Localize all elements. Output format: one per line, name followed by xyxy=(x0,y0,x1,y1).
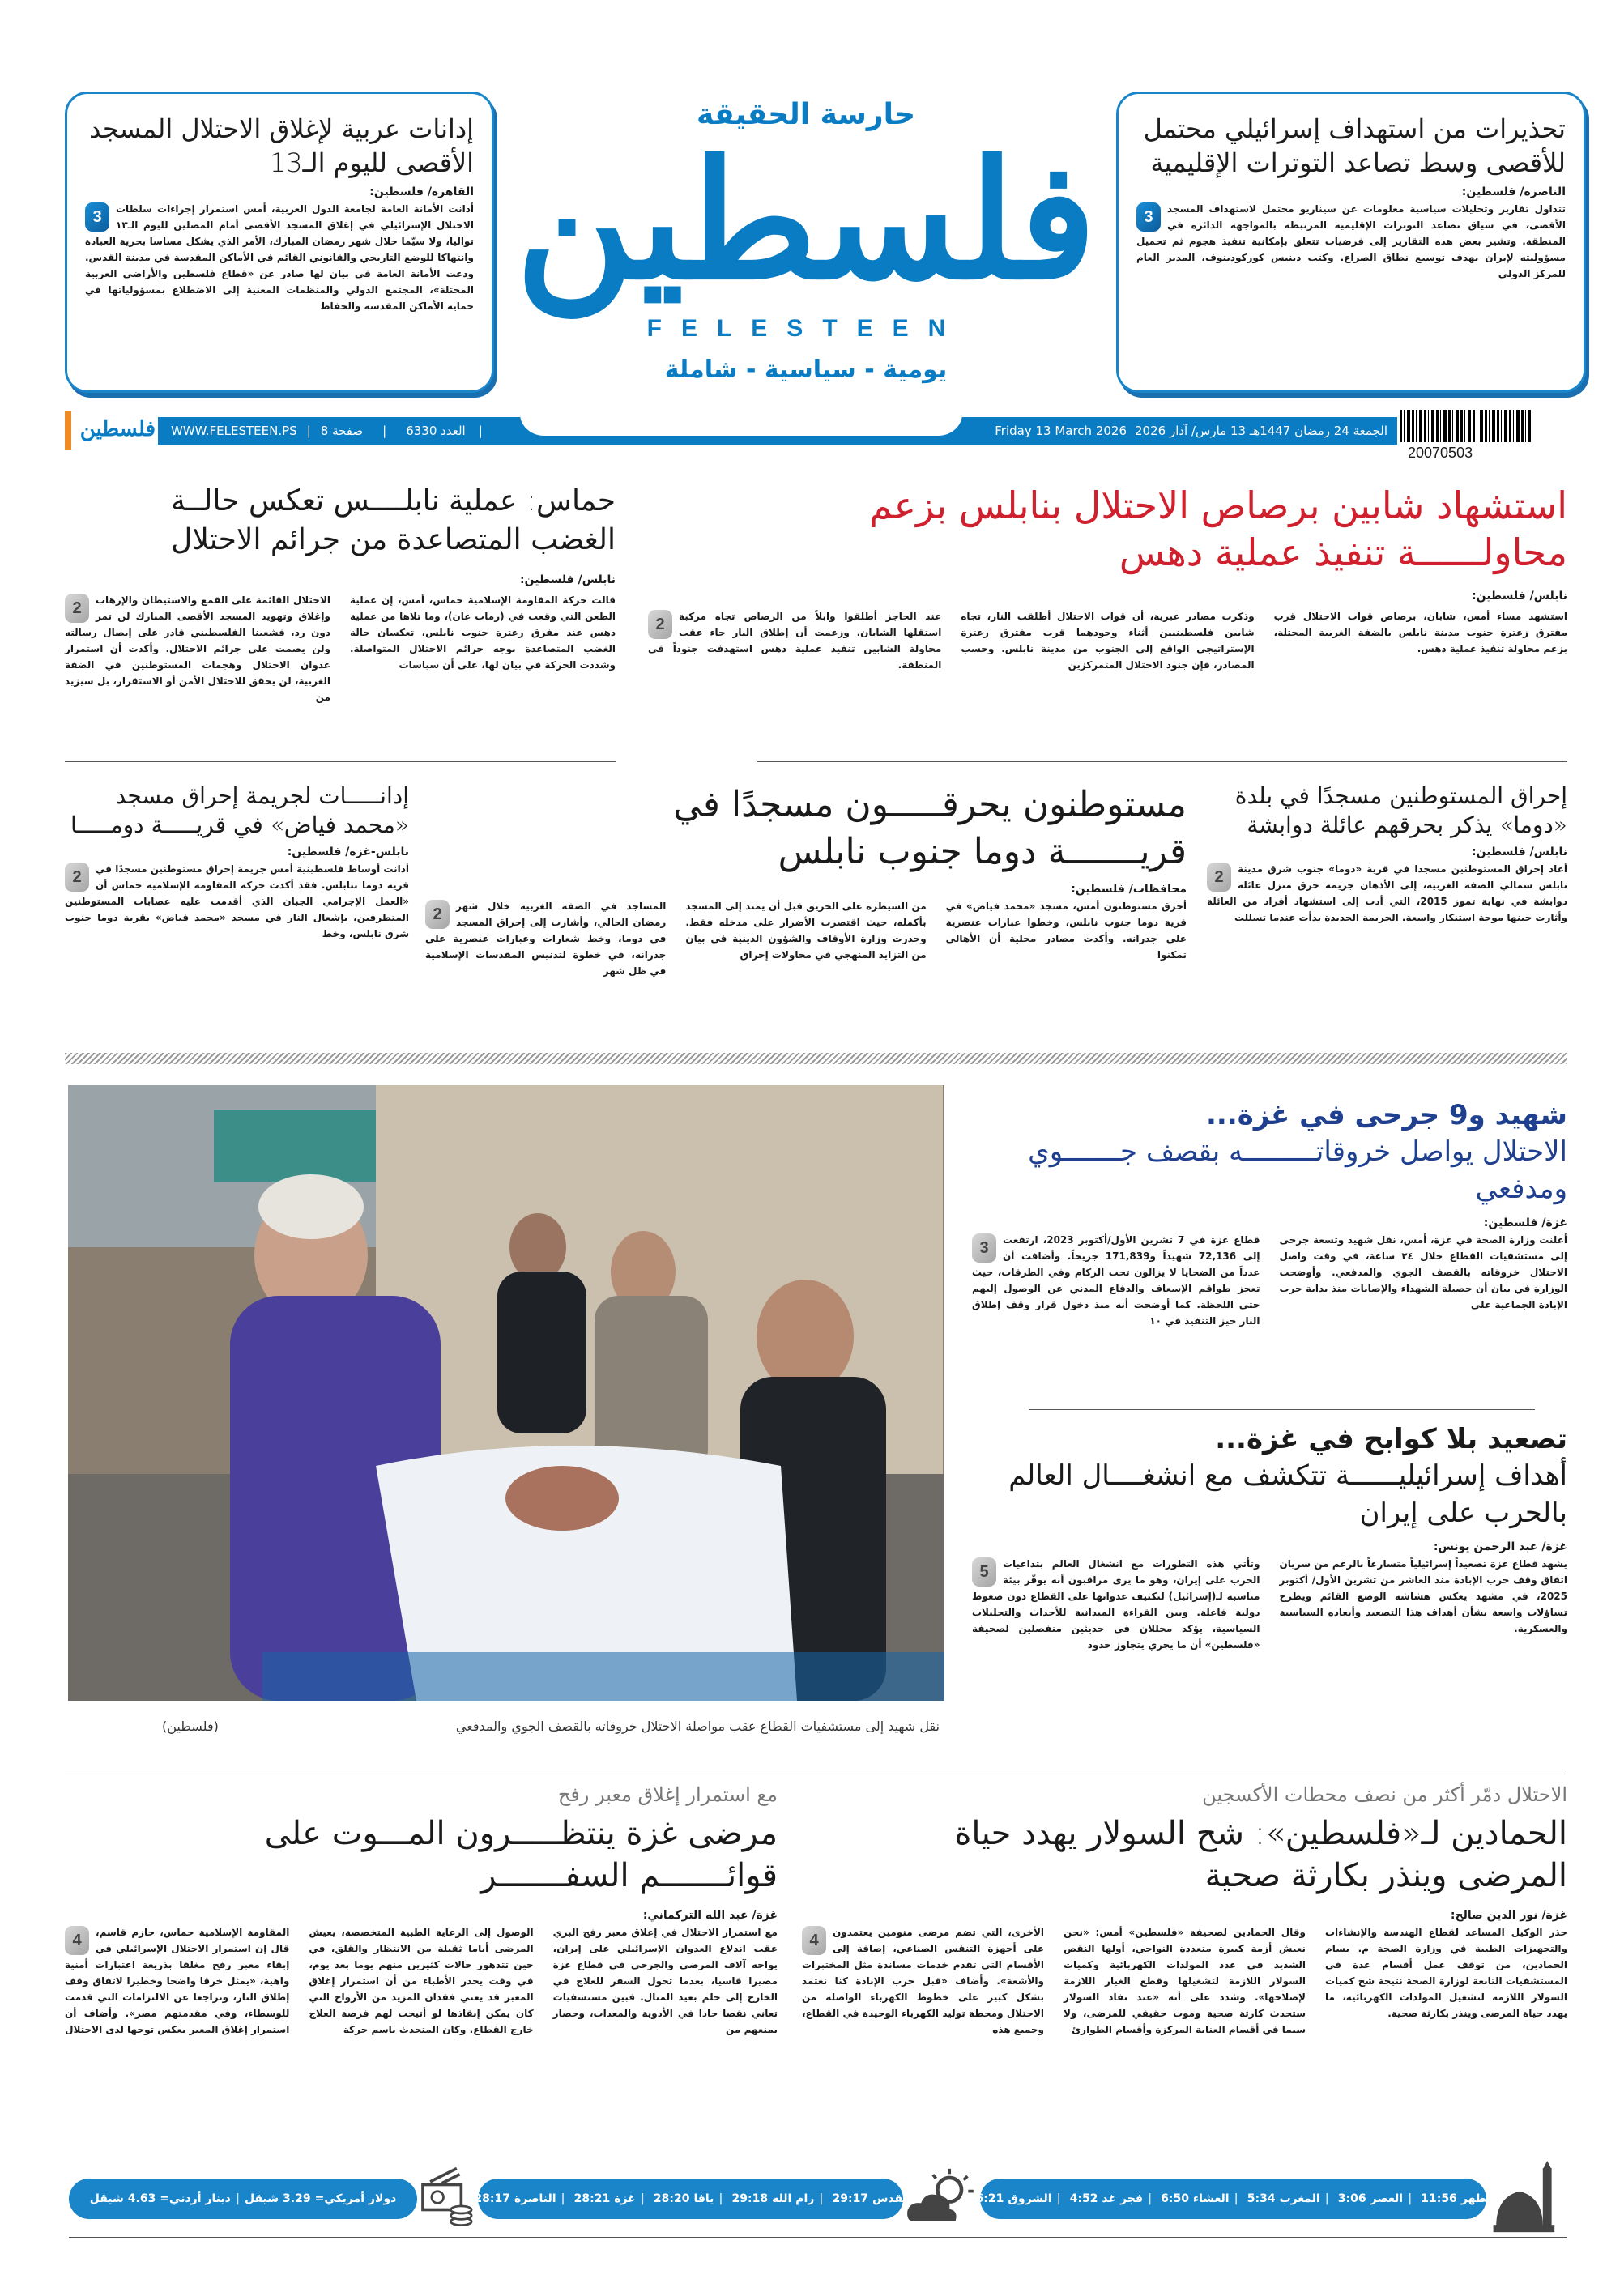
page-ref-badge[interactable]: 3 xyxy=(1136,202,1161,232)
photo-caption xyxy=(162,1717,940,1736)
article-column: استشهد مساء أمس، شابان، برصاص قوات الاحتلال قرب مفترق زعترة جنوب مدينة نابلس بالضفة الغربية المحتلة، بزعم محاولة تنفيذ عملية دهس. xyxy=(1273,611,1567,654)
headline-kicker[interactable]: تصعيد بلا كوابح في غزة... xyxy=(1215,1423,1567,1455)
prayer-time-label: المغرب xyxy=(1279,2192,1320,2205)
currency-item xyxy=(245,2192,396,2205)
weather-value: 28:21 xyxy=(573,2192,611,2205)
teaser-aqsa-warning[interactable] xyxy=(1116,92,1586,393)
article-gaza-martyr xyxy=(972,1097,1567,1401)
prayer-times-bar xyxy=(975,2179,1495,2219)
section-divider-hatched xyxy=(65,1053,1567,1064)
article-settlers-intro xyxy=(1207,782,1567,1045)
pages-count: 8 صفحة xyxy=(320,424,364,438)
weather-value: 29:18 xyxy=(731,2192,769,2205)
weather-label: يافا xyxy=(693,2192,714,2205)
weather-label: القدس xyxy=(872,2192,911,2205)
weather-value: 28:20 xyxy=(653,2192,690,2205)
headline[interactable]: الحمادين لـ«فلسطين»: شح السولار يهدد حياة المرضى وينذر بكارثة صحية xyxy=(954,1815,1567,1894)
dateline: غزة/ عبد الله التركماني: xyxy=(642,1909,778,1922)
prayer-time-label: فجر غد xyxy=(1102,2192,1144,2205)
money-icon xyxy=(417,2164,478,2230)
date-ar: الجمعة 24 رمضان 1447هـ 13 مارس/ آذار 2026 xyxy=(1135,424,1387,438)
article-column: وقال الحمادين لصحيفة «فلسطين» أمس: «نحن نعيش أزمة كبيرة متعددة النواحي، أولها النقص الشديد في عدد المولدات الكهربائية وكميات السولار اللازمة لتشغيلها وقطع الغيار اللازمة لإصلاحها». وشدد على أنه «عند نفاد السولار ستحدث كارثة صحية وموت حقيقي للمرضى، ولا سيما في أقسام العناية المركزة وأقسام الطوارئ xyxy=(1064,1927,1306,2035)
masthead-slogan: حارسة الحقيقة xyxy=(696,98,916,131)
article-column: أعلنت وزارة الصحة في غزة، أمس، نقل شهيد وتسعة جرحى إلى مستشفيات القطاع خلال ٢٤ ساعة، في وقت واصل الاحتلال خروقاته بالقصف الجوي والمدفعي. وأوضحت الوزارة في بيان أن حصيلة الشهداء والإصابات منذ بداية حرب الإبادة الجماعية على xyxy=(1279,1234,1567,1310)
article-nablus-martyrs xyxy=(648,482,1567,753)
photo-credit: (فلسطين) xyxy=(162,1719,219,1734)
weather-label: غزة xyxy=(614,2192,636,2205)
weather-label: رام الله xyxy=(772,2192,815,2205)
footer-rule xyxy=(69,2237,1567,2238)
issue-number: 6330 العدد xyxy=(406,424,466,438)
article-hamas-nablus xyxy=(65,482,616,753)
masthead-tagline: يومية - سياسية - شاملة xyxy=(664,356,948,384)
date-en: Friday 13 March 2026 xyxy=(995,424,1127,438)
section-divider xyxy=(65,761,616,762)
barcode-number: 20070503 xyxy=(1408,445,1473,461)
prayer-time-item xyxy=(1066,2192,1143,2205)
prayer-time-value: 5:34 xyxy=(1247,2192,1276,2205)
dateline: غزة/ نور الدين صالح: xyxy=(1450,1909,1567,1922)
article-column: أحرق مستوطنون أمس، مسجد «محمد فياض» في قرية دوما جنوب نابلس، وخطوا عبارات عنصرية على جدرانه. وأكدت مصادر محلية أن الأهالي تمكنوا xyxy=(945,901,1187,961)
teaser-title: تحذيرات من استهداف إسرائيلي محتمل للأقصى وسط تصاعد التوترات الإقليمية xyxy=(1143,113,1566,178)
article-rafah-patients xyxy=(65,1782,778,2158)
prayer-time-label: الظهر xyxy=(1460,2192,1495,2205)
separator: | xyxy=(235,2192,240,2205)
teaser-title: إدانات عربية لإغلاق الاحتلال المسجد الأقصى لليوم الـ13 xyxy=(89,113,474,178)
weather-item xyxy=(470,2192,556,2205)
dateline: محافظات/ فلسطين: xyxy=(1071,883,1187,896)
article-column: 3 قطاع غزة في 7 تشرين الأول/أكتوبر 2023، ارتفعت إلى 72,136 شهيداً و171,839 جريحاً. وأضافت أن عدداً من الضحايا لا يزالون تحت الركام وفي الطرقات، حيث تعجز طواقم الإسعاف والدفاع المدني عن الوصول إليهم حتى اللحظة. كما أوضحت أنه منذ دخول قرار وقف إطلاق النار حيز التنفيذ في ١٠ xyxy=(972,1234,1260,1327)
website-link[interactable]: WWW.FELESTEEN.PS xyxy=(171,424,297,438)
article-column: وذكرت مصادر عبرية، أن قوات الاحتلال أطلقت النار، تجاه شابين فلسطينيين أثناء وجودهما قرب مفترق زعترة الإستراتيجي الواقع إلى الجنوب من مدينة نابلس. وحسب المصادر، فإن جنود الاحتلال المتمركزين xyxy=(961,611,1255,671)
page-ref-badge[interactable]: 3 xyxy=(972,1233,996,1263)
separator: | xyxy=(1234,2192,1238,2205)
kicker: مع استمرار إغلاق معبر رفح xyxy=(557,1783,778,1806)
article-body: 2 أدانت أوساط فلسطينية أمس جريمة إحراق مستوطنين مسجدًا في قرية دوما بنابلس. فقد أكدت حركة المقاومة الإسلامية حماس أن «العمل الإجرامي الجبان الذي أقدمت عليه عصابات المستوطنين المتطرفين، بإشعال النار في مسجد «محمد فياض» بقرية دوما جنوب شرق نابلس، وخط xyxy=(65,863,409,939)
page-ref-badge[interactable]: 2 xyxy=(65,863,89,892)
prayer-time-value: 6:50 xyxy=(1161,2192,1189,2205)
dateline: غزة/ عبد الرحمن يونس: xyxy=(1433,1540,1567,1553)
article-column: حذر الوكيل المساعد لقطاع الهندسة والإنشاءات والتجهيزات الطبية في وزارة الصحة م. بسام الحمادين، من توقف عمل أقسام عدة في المستشفيات التابعة لوزارة الصحة نتيجة شح كميات السولار اللازمة لتشغيل المولدات الكهربائية، ما يهدد حياة المرضى وينذر بكارثة صحية. xyxy=(1325,1927,1567,2019)
headline-kicker[interactable]: شهيد و9 جرحى في غزة... xyxy=(1206,1099,1567,1131)
separator: | xyxy=(561,2192,565,2205)
currency-bar xyxy=(69,2179,417,2219)
separator: | xyxy=(718,2192,723,2205)
dateline: غزة/ فلسطين: xyxy=(1483,1216,1567,1229)
weather-item xyxy=(570,2192,636,2205)
prayer-time-value: 4:52 xyxy=(1069,2192,1098,2205)
currency-label: دولار أمريكي= xyxy=(314,2192,397,2205)
separator: | xyxy=(1056,2192,1061,2205)
mini-logo: فلسطين xyxy=(65,411,156,450)
weather-value: 28:17 xyxy=(474,2192,510,2205)
article-column: 5 وتأتي هذه التطورات مع انشغال العالم بتداعيات الحرب على إيران، وهو ما يرى مراقبون أنه يوفّر بيئة مناسبة لـ(إسرائيل) لتكثيف عدوانها على القطاع دون ضغوط دولية فاعلة. وبين القراءة الميدانية للأحداث والتحليلات السياسية، يؤكد محللان في حديثين منفصلين لصحيفة «فلسطين» أن ما يجري يتجاوز حدود xyxy=(972,1558,1260,1651)
separator: | xyxy=(1148,2192,1153,2205)
kicker: الاحتلال دمّر أكثر من نصف محطات الأكسجين xyxy=(1202,1783,1567,1806)
currency-value: 3.29 xyxy=(283,2192,311,2205)
prayer-time-value: 3:06 xyxy=(1337,2192,1366,2205)
weather-item xyxy=(828,2192,910,2205)
currency-value: 4.63 xyxy=(127,2192,156,2205)
article-column: 2 عند الحاجز أطلقوا وابلاً من الرصاص تجاه مركبة استقلها الشابان. وزعمت أن إطلاق النار جاء عقب محاولة الشابين تنفيذ عملية دهس استهدفت جنوداً في المنطقة. xyxy=(648,611,942,671)
currency-item xyxy=(90,2192,231,2205)
article-column: الوصول إلى الرعاية الطبية المتخصصة، يعيش المرضى أياما ثقيلة من الانتظار والقلق، في حين تتدهور حالات كثيرين منهم يوما بعد يوم، في وقت يحذر الأطباء من أن استمرار إغلاق المعبر قد يعني فقدان المزيد من الأرواح التي كان يمكن إنقاذها لو أتيحت لهم فرصة العلاج خارج القطاع. وكان المتحدث باسم حركة xyxy=(309,1927,534,2035)
weather-bar xyxy=(474,2179,911,2219)
article-settlers-mosque xyxy=(425,782,1187,1045)
page-ref-badge[interactable]: 4 xyxy=(65,1926,89,1955)
currency-label: دينار أردني= xyxy=(160,2192,231,2205)
barcode xyxy=(1400,410,1531,442)
page-ref-badge[interactable]: 5 xyxy=(972,1557,996,1587)
photo-illustration xyxy=(68,1085,944,1701)
separator: | xyxy=(1324,2192,1329,2205)
section-divider xyxy=(1029,1409,1535,1410)
section-divider xyxy=(757,761,1567,762)
headline[interactable]: حماس: عملية نابلــــس تعكس حالــة الغضب المتصاعدة من جرائم الاحتلال xyxy=(170,484,616,556)
headline[interactable]: أهداف إسرائيليــــــة تتكشف مع انشغــــال العالم بالحرب على إيران xyxy=(1008,1459,1567,1529)
weather-label: الناصرة xyxy=(514,2192,556,2205)
headline[interactable]: مستوطنون يحرقـــــون مسجدًا في قريـــــــة دوما جنوب نابلس xyxy=(673,784,1187,872)
currency-unit: شيقل xyxy=(89,2192,124,2205)
prayer-time-item xyxy=(1334,2192,1403,2205)
dateline: نابلس/ فلسطين: xyxy=(1472,846,1567,858)
article-column: مع استمرار الاحتلال في إغلاق معبر رفح البري عقب اندلاع العدوان الإسرائيلي على إيران، يواجه آلاف المرضى والجرحى في قطاع غزة مصيرا قاسيا، بعدما تحول السفر للعلاج في الخارج إلى حلم بعيد المنال. فبين مستشفيات تعاني نقصا حادا في الأدوية والمعدات، وحصار يمنعهم من xyxy=(552,1927,778,2035)
prayer-time-label: الشروق xyxy=(1008,2192,1052,2205)
page-ref-badge[interactable]: 2 xyxy=(1207,863,1231,892)
currency-unit: شيقل xyxy=(244,2192,279,2205)
article-column: 2 الاحتلال القائمة على القمع والاستيطان والإرهاب وإغلاق وتهويد المسجد الأقصى المبارك لن تمر دون رد، فشعبنا الفلسطيني قادر على إيصال رسالته ولن يصمت على جرائم الاحتلال. وأكدت أن استمرار عدوان الاحتلال وهجمات المستوطنين في الضفة الغربية، لن يحقق للاحتلال الأمن أو الاستقرار، بل سيزيد من xyxy=(65,594,330,703)
prayer-time-value: 11:56 xyxy=(1421,2192,1457,2205)
weather-item xyxy=(728,2192,815,2205)
prayer-time-value: 6:21 xyxy=(975,2192,1004,2205)
dateline: القاهرة/ فلسطين: xyxy=(369,185,474,198)
headline[interactable]: مرضى غزة ينتظـــــرون المـــوت على قوائـــــــم السفـــــــر xyxy=(264,1815,778,1894)
dateline: الناصرة/ فلسطين: xyxy=(1461,185,1566,198)
article-column: قالت حركة المقاومة الإسلامية حماس، أمس، إن عملية الطعن التي وقعت في (رمات غان)، وما تلاها من عملية دهس عند مفرق زعترة جنوب نابلس، تعكسان حالة الغضب المتصاعدة بوجه جرائم الاحتلال المتواصلة. وشددت الحركة في بيان لها، على أن سياسات xyxy=(350,594,616,671)
page-ref-badge[interactable]: 2 xyxy=(425,900,450,929)
prayer-time-label: العصر xyxy=(1370,2192,1404,2205)
article-solar-shortage xyxy=(802,1782,1567,2158)
partly-cloudy-icon xyxy=(903,2167,980,2227)
page-ref-badge[interactable]: 2 xyxy=(648,610,672,639)
info-bar: WWW.FELESTEEN.PS | 8 صفحة | 6330 العدد | Friday 13 March 2026 الجمعة 24 رمضان 1447هـ 13 مارس/ آذار 2026 xyxy=(158,417,1397,445)
dateline: نابلس/ فلسطين: xyxy=(520,573,616,586)
page-ref-badge[interactable]: 4 xyxy=(802,1926,826,1955)
separator: | xyxy=(819,2192,824,2205)
prayer-time-item xyxy=(1243,2192,1320,2205)
article-column: 4 الأخرى، التي تضم مرضى منومين يعتمدون على أجهزة التنفس الصناعي، إضافة إلى الأقسام التي تقدم خدمات مساندة مثل المختبرات والأشعة». وأضاف «قبل حرب الإبادة كنا نعتمد بشكل كبير على خطوط الكهرباء الواصلة من الاحتلال ومحطة توليد الكهرباء الوحيدة في القطاع، وجميع هذه xyxy=(802,1927,1044,2035)
mosque-icon xyxy=(1486,2161,1567,2234)
teaser-body: 3 أدانت الأمانة العامة لجامعة الدول العربية، أمس استمرار إجراءات سلطات الاحتلال الإسرائيلي في إغلاق المسجد الأقصى أمام المصلين لليوم الـ١٣ تواليا، ولا سيّما خلال شهر رمضان المبارك، الأمر الذي يشكل مساسا بحرية العبادة وانتهاكا للوضع التاريخي والقانوني القائم في الأماكن المقدسة في مدينة القدس. ودعت الأمانة العامة في بيان لها صادر عن «قطاع فلسطين والأراضي العربية المحتلة»، المجتمع الدولي والمنظمات المعنية إلى الاضطلاع بمسؤولياتها في حماية الأماكن المقدسة والحفاظ xyxy=(85,203,474,312)
article-column: 4 المقاومة الإسلامية حماس، حازم قاسم، قال إن استمرار الاحتلال الإسرائيلي في إبقاء معبر رفح مغلقا بذريعة اعتبارات أمنية واهية، «يمثل خرقا واضحا وخطيرا لاتفاق وقف إطلاق النار، وتراجعا عن الالتزامات التي قدمت للوسطاء، وفي مقدمتهم مصر». وأضاف أن استمرار إغلاق المعبر يعكس توجها لدى الاحتلال xyxy=(65,1927,290,2035)
weather-item xyxy=(650,2192,714,2205)
masthead-logo[interactable]: فلسطين xyxy=(515,126,1097,316)
masthead xyxy=(510,97,1102,405)
masthead-logo-en: FELESTEEN xyxy=(646,315,965,342)
dateline: نابلس/ فلسطين: xyxy=(1472,590,1567,603)
teaser-body: 3 تتداول تقارير وتحليلات سياسية معلومات عن سيناريو محتمل لاستهداف المسجد الأقصى، في سياق تصاعد التوترات الإقليمية المرتبطة بالمواجهة الدائرة في المنطقة. وتشير بعض هذه التقارير إلى فرضيات تتعلق بإمكانية تنفيذ هجوم ثم تحميل مسؤوليته لإيران بهدف توسيع نطاق الصراع. وكتب دينيس كوركودينوف، المدير العام للمركز الدولي xyxy=(1136,203,1566,279)
article-column: يشهد قطاع غزة تصعيداً إسرائيلياً متسارعاً بالرغم من سريان اتفاق وقف حرب الإبادة منذ العاشر من تشرين الأول/ أكتوبر 2025، في مشهد يعكس هشاشة الوضع القائم ويطرح تساؤلات واسعة بشأن أهداف هذا التصعيد وأبعاده السياسية والعسكرية. xyxy=(1279,1558,1567,1634)
article-column: من السيطرة على الحريق قبل أن يمتد إلى المسجد بأكمله، حيث اقتصرت الأضرار على مدخله فقط. وحذرت وزارة الأوقاف والشؤون الدينية في بيان من التزايد المنهجي في محاولات إحراق xyxy=(685,901,927,961)
article-condemnations-mosque xyxy=(65,782,409,1045)
page-ref-badge[interactable]: 2 xyxy=(65,594,89,623)
article-escalation-gaza xyxy=(972,1421,1567,1757)
prayer-time-label: العشاء xyxy=(1192,2192,1230,2205)
headline[interactable]: استشهاد شابين برصاص الاحتلال بنابلس بزعم محاولــــــة تنفيذ عملية دهس xyxy=(868,483,1567,574)
separator: | xyxy=(1408,2192,1413,2205)
dateline: نابلس-غزة/ فلسطين: xyxy=(287,846,409,858)
news-photo[interactable] xyxy=(68,1085,944,1701)
headline[interactable]: إحراق المستوطنين مسجدًا في بلدة «دوما» يذكر بحرقهم عائلة دوابشة xyxy=(1234,782,1567,838)
caption-text: نقل شهيد إلى مستشفيات القطاع عقب مواصلة الاحتلال خروقاته بالقصف الجوي والمدفعي xyxy=(455,1719,940,1734)
separator: | xyxy=(640,2192,645,2205)
page-ref-badge[interactable]: 3 xyxy=(85,202,109,232)
weather-value: 29:17 xyxy=(832,2192,869,2205)
headline[interactable]: الاحتلال يواصل خروقاتـــــــــه بقصف جـــــــوي ومدفعي xyxy=(1028,1135,1567,1205)
prayer-time-item xyxy=(972,2192,1052,2205)
article-body: 2 أعاد إحراق المستوطنين مسجدا في قرية «دوما» جنوب شرق مدينة نابلس شمالي الضفة الغربية، إلى الأذهان جريمة حرق منزل عائلة دوابشة في نهاية تموز 2015، التي أدت إلى استشهاد أفراد من العائلة وأثارت حينها موجة استنكار واسعة. الجريمة الجديدة بدأت عندما تسللت xyxy=(1207,863,1567,923)
article-column: 2 المساجد في الضفة الغربية خلال شهر رمضان الحالي، وأشارت إلى إحراق المسجد في دوما، وخط شعارات وعبارات عنصرية على جدرانه، في خطوة لتدنيس المقدسات الإسلامية في ظل شهر xyxy=(425,901,667,977)
prayer-time-item xyxy=(1157,2192,1229,2205)
headline[interactable]: إدانـــــات لجريمة إحراق مسجد «محمد فياض» في قريـــــة دومـــــا xyxy=(70,782,409,838)
teaser-arab-condemnations[interactable] xyxy=(65,92,494,393)
prayer-time-item xyxy=(1417,2192,1494,2205)
